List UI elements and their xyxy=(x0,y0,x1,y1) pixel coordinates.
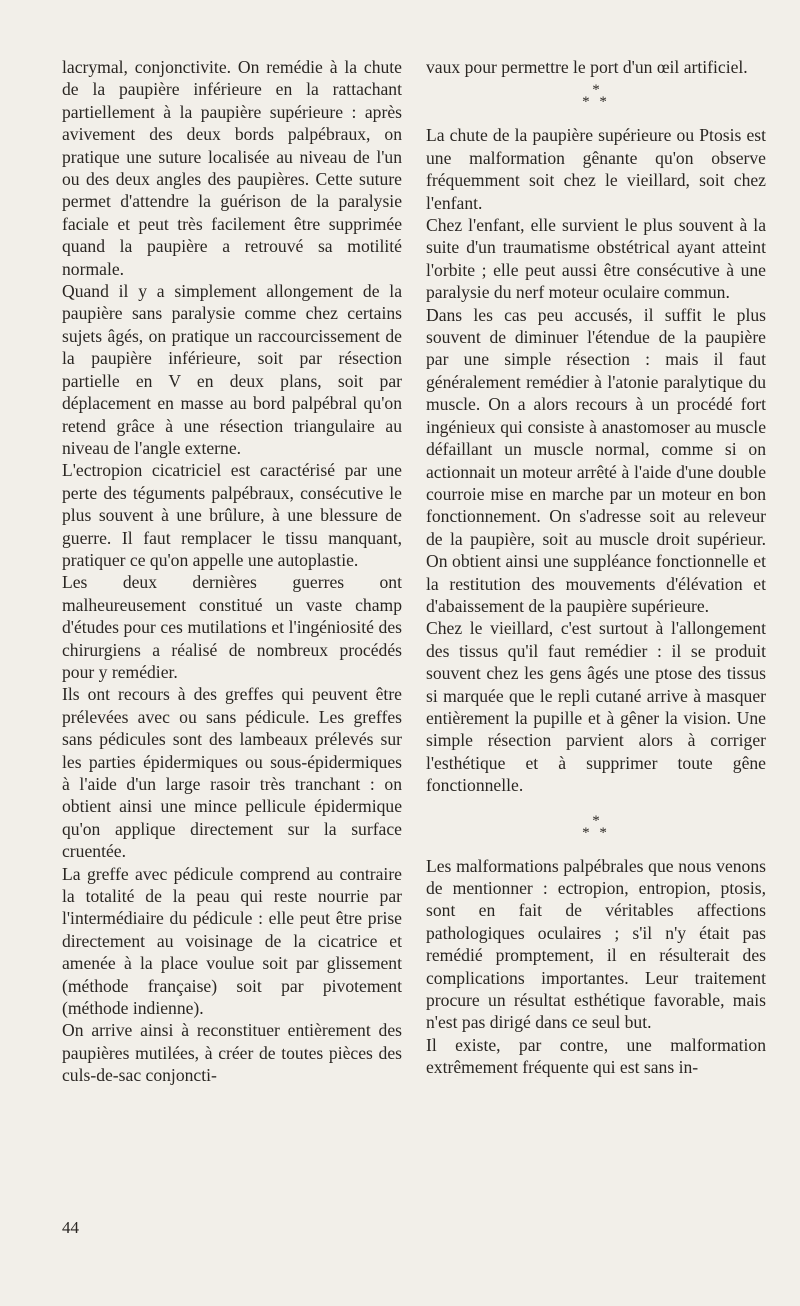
paragraph-intro: vaux pour permettre le port d'un œil artificiel. xyxy=(426,57,748,77)
paragraph: La greffe avec pédicule comprend au contraire la totalité de la peau qui reste nourrie par l'intermédiaire du pédicule : elle peut être prise directement au voisinage de la cicatrice et amenée à la place voulue soit par glissement (méthode française) soit par pivotement (méthode indienne). xyxy=(62,863,402,1019)
separator-stars: * * xyxy=(582,824,610,841)
right-column xyxy=(426,56,766,1079)
paragraph: On arrive ainsi à reconstituer entièrement des paupières mutilées, à créer de toutes pièces des culs-de-sac conjoncti- xyxy=(62,1020,402,1086)
section-separator xyxy=(426,82,766,111)
paragraph: Les deux dernières guerres ont malheureusement constitué un vaste champ d'études pour ces mutilations et l'ingéniosité des chirurgiens a réalisé de nombreux procédés pour y remédier. xyxy=(62,572,402,682)
left-column xyxy=(62,56,402,1087)
paragraph: Quand il y a simplement allongement de la paupière sans paralysie comme chez certains sujets âgés, on pratique un raccourcissement de la paupière inférieure, soit par résection partielle en V en deux plans, soit par déplacement en masse au bord palpébral qu'on retend grâce à une résection triangulaire au niveau de l'angle externe. xyxy=(62,281,402,458)
separator-star: * xyxy=(592,812,600,829)
separator-stars: * * xyxy=(582,94,610,111)
paragraph: L'ectropion cicatriciel est caractérisé par une perte des téguments palpébraux, consécutive le plus souvent à une brûlure, à une blessure de guerre. Il faut remplacer le tissu manquant, pratiquer ce qu'on appelle une autoplastie. xyxy=(62,460,402,570)
paragraph: Les malformations palpébrales que nous venons de mentionner : ectropion, entropion, ptosis, sont en fait de véritables affections pathologiques oculaires ; s'il n'y était pas remédié promptement, il en résulterait des complications importantes. Leur traitement procure un résultat esthétique favorable, mais n'est pas dirigé dans ce seul but. xyxy=(426,855,766,1033)
separator-star: * xyxy=(592,82,600,99)
paragraph: Il existe, par contre, une malformation extrêmement fréquente qui est sans in- xyxy=(426,1034,766,1078)
paragraph: La chute de la paupière supérieure ou Ptosis est une malformation gênante qu'on observe fréquemment soit chez le vieillard, soit chez l'enfant. xyxy=(426,125,766,213)
section-separator xyxy=(426,812,766,841)
paragraph: Dans les cas peu accusés, il suffit le plus souvent de diminuer l'étendue de la paupière par une simple résection : mais il faut généralement remédier à l'atonie paralytique du muscle. On a alors recours à un procédé fort ingénieux qui consiste à anastomoser au muscle défaillant un muscle normal, comme si on actionnait un moteur arrêté à l'aide d'une double courroie mise en marche par un moteur en bon fonctionnement. On s'adresse soit au releveur de la paupière, soit au muscle droit supérieur. On obtient ainsi une suppléance fonctionnelle et la restitution des mouvements d'élévation et d'abaissement de la paupière supérieure. xyxy=(426,304,766,616)
paragraph: Chez le vieillard, c'est surtout à l'allongement des tissus qu'il faut remédier : il se produit souvent chez les gens âgés une ptose des tissus si marquée que le repli cutané arrive à masquer entièrement la pupille et à gêner la vision. Une simple résection parvient alors à corriger l'esthétique et à supprimer toute gêne fonctionnelle. xyxy=(426,618,766,796)
paragraph: lacrymal, conjonctivite. On remédie à la chute de la paupière inférieure en la rattachant partiellement à la paupière supérieure : après avivement des deux bords palpébraux, on pratique une suture localisée au niveau de l'un ou des deux angles des paupières. Cette suture permet d'attendre la guérison de la paralysie faciale et peut très facilement être supprimée quand la paupière a retrouvé sa motilité normale. xyxy=(62,57,402,279)
paragraph: Ils ont recours à des greffes qui peuvent être prélevées avec ou sans pédicule. Les greffes sans pédicules sont des lambeaux prélevés sur les parties épidermiques ou sous-épidermiques à l'aide d'un large rasoir très tranchant : on obtient ainsi une mince pellicule épidermique qu'on applique directement sur la surface cruentée. xyxy=(62,684,402,862)
paragraph: Chez l'enfant, elle survient le plus souvent à la suite d'un traumatisme obstétrical ayant atteint l'orbite ; elle peut aussi être consécutive à une paralysie du nerf moteur oculaire commun. xyxy=(426,215,766,303)
page-number: 44 xyxy=(62,1218,79,1237)
